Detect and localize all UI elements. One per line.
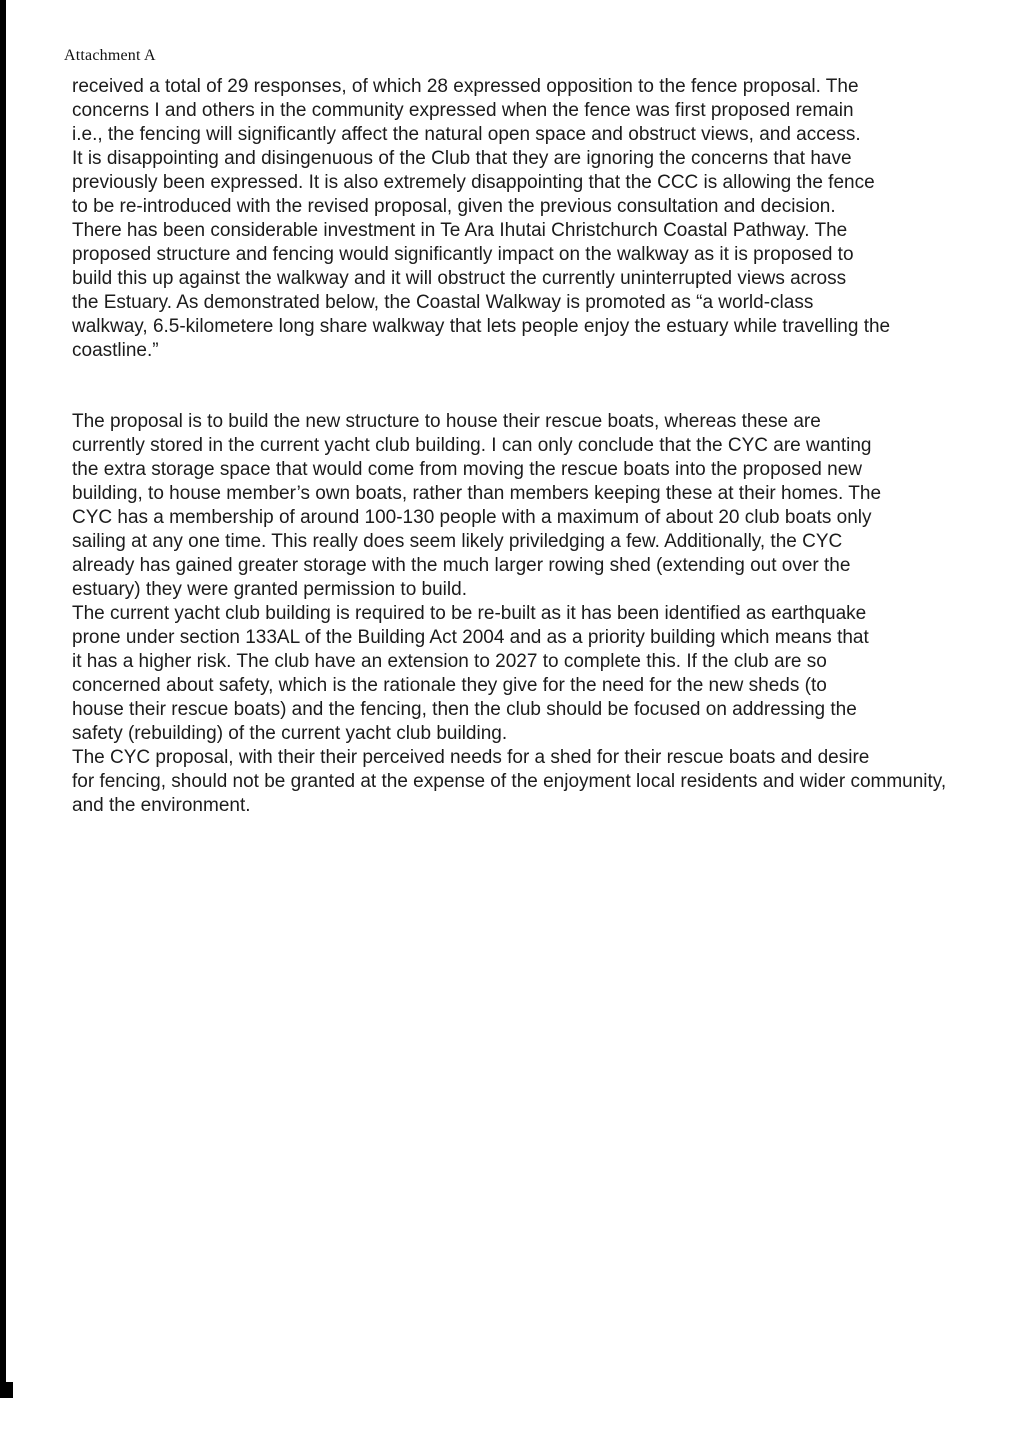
text-line: The CYC proposal, with their their perceived needs for a shed for their rescue boats and desire bbox=[72, 747, 870, 768]
text-line: for fencing, should not be granted at the expense of the enjoyment local residents and wider community, bbox=[72, 771, 947, 792]
text-line: estuary) they were granted permission to build. bbox=[72, 579, 467, 600]
scan-edge-artifact-foot bbox=[0, 1382, 13, 1398]
text-line: house their rescue boats) and the fencing, then the club should be focused on addressing the bbox=[72, 699, 857, 720]
text-line: concerned about safety, which is the rationale they give for the need for the new sheds (to bbox=[72, 675, 827, 696]
text-line: received a total of 29 responses, of which 28 expressed opposition to the fence proposal. The bbox=[72, 76, 859, 97]
text-line: coastline.” bbox=[72, 340, 159, 361]
text-line: build this up against the walkway and it will obstruct the currently uninterrupted views across bbox=[72, 268, 847, 289]
text-line: and the environment. bbox=[72, 795, 251, 816]
text-line: There has been considerable investment in Te Ara Ihutai Christchurch Coastal Pathway. The bbox=[72, 220, 848, 241]
text-line: It is disappointing and disingenuous of the Club that they are ignoring the concerns that have bbox=[72, 148, 852, 169]
text-line: The proposal is to build the new structure to house their rescue boats, whereas these are bbox=[72, 411, 821, 432]
text-line: proposed structure and fencing would significantly impact on the walkway as it is proposed to bbox=[72, 244, 854, 265]
text-line: it has a higher risk. The club have an extension to 2027 to complete this. If the club are so bbox=[72, 651, 827, 672]
text-line: The current yacht club building is required to be re-built as it has been identified as earthquake bbox=[72, 603, 867, 624]
text-line: to be re-introduced with the revised proposal, given the previous consultation and decision. bbox=[72, 196, 836, 217]
paragraph-proposal-objection bbox=[72, 410, 972, 818]
text-line: walkway, 6.5-kilometere long share walkway that lets people enjoy the estuary while travelling the bbox=[72, 316, 891, 337]
text-line: safety (rebuilding) of the current yacht club building. bbox=[72, 723, 508, 744]
text-line: the extra storage space that would come from moving the rescue boats into the proposed new bbox=[72, 459, 863, 480]
text-line: concerns I and others in the community expressed when the fence was first proposed remain bbox=[72, 100, 854, 121]
text-line: the Estuary. As demonstrated below, the Coastal Walkway is promoted as “a world-class bbox=[72, 292, 814, 313]
text-line: previously been expressed. It is also extremely disappointing that the CCC is allowing the fence bbox=[72, 172, 875, 193]
text-line: sailing at any one time. This really does seem likely priviledging a few. Additionally, the CYC bbox=[72, 531, 843, 552]
scan-edge-artifact bbox=[0, 0, 6, 1392]
text-line: prone under section 133AL of the Building Act 2004 and as a priority building which means that bbox=[72, 627, 869, 648]
text-line: i.e., the fencing will significantly affect the natural open space and obstruct views, and access. bbox=[72, 124, 861, 145]
text-line: currently stored in the current yacht club building. I can only conclude that the CYC are wanting bbox=[72, 435, 872, 456]
text-line: building, to house member’s own boats, rather than members keeping these at their homes. The bbox=[72, 483, 882, 504]
paragraph-fence-opposition bbox=[72, 75, 972, 363]
attachment-label: Attachment A bbox=[64, 47, 156, 64]
text-line: CYC has a membership of around 100-130 people with a maximum of about 20 club boats only bbox=[72, 507, 872, 528]
text-line: already has gained greater storage with the much larger rowing shed (extending out over the bbox=[72, 555, 851, 576]
